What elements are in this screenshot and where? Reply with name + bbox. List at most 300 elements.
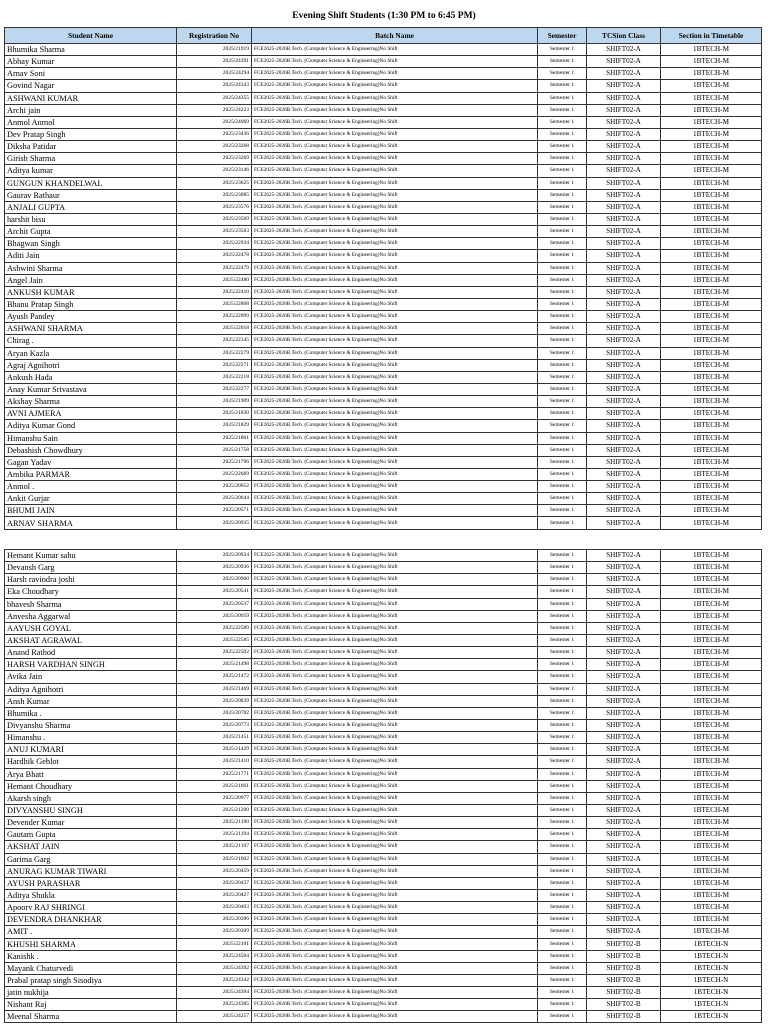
semester-cell: Semester 1 bbox=[538, 1011, 587, 1023]
section-cell: 1BTECH-M bbox=[661, 744, 762, 756]
section-cell: 1BTECH-M bbox=[661, 768, 762, 780]
table-row bbox=[5, 841, 762, 853]
registration-no-cell: 2025/22279 bbox=[177, 347, 252, 359]
section-cell: 1BTECH-N bbox=[661, 974, 762, 986]
registration-no-cell: 2025/22479 bbox=[177, 262, 252, 274]
batch-name-cell: FCE2025-2026B.Tech. (Computer Science & Engineering)No Shift bbox=[252, 707, 538, 719]
table-header-row bbox=[5, 28, 762, 44]
registration-no-cell: 2025/20459 bbox=[177, 865, 252, 877]
registration-no-cell: 2025/21498 bbox=[177, 659, 252, 671]
batch-name-cell: FCE2025-2026B.Tech. (Computer Science & Engineering)No Shift bbox=[252, 250, 538, 262]
tcsion-class-cell: SHIFT02-A bbox=[587, 804, 661, 816]
table-row bbox=[5, 92, 762, 104]
student-name-cell: Arnav Soni bbox=[5, 68, 177, 80]
section-cell: 1BTECH-M bbox=[661, 634, 762, 646]
student-name-cell: Gautam Gupta bbox=[5, 829, 177, 841]
tcsion-class-cell: SHIFT02-A bbox=[587, 189, 661, 201]
student-name-cell: Arya Bhatt bbox=[5, 768, 177, 780]
student-name-cell: AMIT . bbox=[5, 926, 177, 938]
semester-cell: Semester 1 bbox=[538, 902, 587, 914]
registration-no-cell: 2025/24394 bbox=[177, 987, 252, 999]
section-cell: 1BTECH-M bbox=[661, 201, 762, 213]
batch-name-cell: FCE2025-2026B.Tech. (Computer Science & Engineering)No Shift bbox=[252, 926, 538, 938]
tcsion-class-cell: SHIFT02-A bbox=[587, 286, 661, 298]
semester-cell: Semester 1 bbox=[538, 841, 587, 853]
students-table-part-1 bbox=[4, 27, 762, 530]
student-name-cell: Agraj Agnihotri bbox=[5, 359, 177, 371]
student-name-cell: Chirag . bbox=[5, 335, 177, 347]
tcsion-class-cell: SHIFT02-A bbox=[587, 647, 661, 659]
student-name-cell: Hemant Choudhary bbox=[5, 780, 177, 792]
table-row bbox=[5, 695, 762, 707]
tcsion-class-cell: SHIFT02-A bbox=[587, 456, 661, 468]
section-cell: 1BTECH-M bbox=[661, 517, 762, 529]
semester-cell: Semester 1 bbox=[538, 128, 587, 140]
semester-cell: Semester 1 bbox=[538, 383, 587, 395]
section-cell: 1BTECH-M bbox=[661, 756, 762, 768]
batch-name-cell: FCE2025-2026B.Tech. (Computer Science & Engineering)No Shift bbox=[252, 456, 538, 468]
table-row bbox=[5, 987, 762, 999]
section-cell: 1BTECH-M bbox=[661, 153, 762, 165]
section-cell: 1BTECH-M bbox=[661, 659, 762, 671]
section-cell: 1BTECH-M bbox=[661, 817, 762, 829]
section-cell: 1BTECH-M bbox=[661, 792, 762, 804]
tcsion-class-cell: SHIFT02-A bbox=[587, 707, 661, 719]
student-name-cell: HARSH VARDHAN SINGH bbox=[5, 659, 177, 671]
batch-name-cell: FCE2025-2026B.Tech. (Computer Science & Engineering)No Shift bbox=[252, 792, 538, 804]
section-cell: 1BTECH-M bbox=[661, 56, 762, 68]
semester-cell: Semester 1 bbox=[538, 286, 587, 298]
tcsion-class-cell: SHIFT02-A bbox=[587, 250, 661, 262]
tcsion-class-cell: SHIFT02-B bbox=[587, 950, 661, 962]
registration-no-cell: 2025/20782 bbox=[177, 707, 252, 719]
semester-cell: Semester 1 bbox=[538, 359, 587, 371]
tcsion-class-cell: SHIFT02-A bbox=[587, 213, 661, 225]
registration-no-cell: 2025/22589 bbox=[177, 622, 252, 634]
registration-no-cell: 2025/21107 bbox=[177, 841, 252, 853]
batch-name-cell: FCE2025-2026B.Tech. (Computer Science & Engineering)No Shift bbox=[252, 347, 538, 359]
student-name-cell: Avika Jain bbox=[5, 671, 177, 683]
batch-name-cell: FCE2025-2026B.Tech. (Computer Science & Engineering)No Shift bbox=[252, 853, 538, 865]
section-cell: 1BTECH-M bbox=[661, 481, 762, 493]
registration-no-cell: 2025/23576 bbox=[177, 201, 252, 213]
tcsion-class-cell: SHIFT02-A bbox=[587, 347, 661, 359]
student-name-cell: Himanshu . bbox=[5, 732, 177, 744]
registration-no-cell: 2025/20427 bbox=[177, 889, 252, 901]
semester-cell: Semester 1 bbox=[538, 262, 587, 274]
batch-name-cell: FCE2025-2026B.Tech. (Computer Science & Engineering)No Shift bbox=[252, 335, 538, 347]
batch-name-cell: FCE2025-2026B.Tech. (Computer Science & Engineering)No Shift bbox=[252, 104, 538, 116]
registration-no-cell: 2025/21451 bbox=[177, 732, 252, 744]
section-cell: 1BTECH-M bbox=[661, 647, 762, 659]
tcsion-class-cell: SHIFT02-A bbox=[587, 153, 661, 165]
batch-name-cell: FCE2025-2026B.Tech. (Computer Science & Engineering)No Shift bbox=[252, 974, 538, 986]
table-row bbox=[5, 408, 762, 420]
student-name-cell: Anvesha Aggarwal bbox=[5, 610, 177, 622]
student-name-cell: Archit Gupta bbox=[5, 226, 177, 238]
registration-no-cell: 2025/21194 bbox=[177, 829, 252, 841]
student-name-cell: ANUJ KUMARI bbox=[5, 744, 177, 756]
batch-name-cell: FCE2025-2026B.Tech. (Computer Science & Engineering)No Shift bbox=[252, 238, 538, 250]
semester-cell: Semester 1 bbox=[538, 950, 587, 962]
table-row bbox=[5, 1011, 762, 1023]
batch-name-cell: FCE2025-2026B.Tech. (Computer Science & Engineering)No Shift bbox=[252, 298, 538, 310]
batch-name-cell: FCE2025-2026B.Tech. (Computer Science & Engineering)No Shift bbox=[252, 153, 538, 165]
table-row bbox=[5, 671, 762, 683]
table-row bbox=[5, 804, 762, 816]
registration-no-cell: 2025/20652 bbox=[177, 481, 252, 493]
semester-cell: Semester 1 bbox=[538, 298, 587, 310]
tcsion-class-cell: SHIFT02-A bbox=[587, 683, 661, 695]
tcsion-class-cell: SHIFT02-A bbox=[587, 634, 661, 646]
semester-cell: Semester 1 bbox=[538, 707, 587, 719]
batch-name-cell: FCE2025-2026B.Tech. (Computer Science & Engineering)No Shift bbox=[252, 371, 538, 383]
student-name-cell: AKSHAT JAIN bbox=[5, 841, 177, 853]
tcsion-class-cell: SHIFT02-A bbox=[587, 323, 661, 335]
batch-name-cell: FCE2025-2026B.Tech. (Computer Science & Engineering)No Shift bbox=[252, 634, 538, 646]
table-row bbox=[5, 659, 762, 671]
student-name-cell: DIVYANSHU SINGH bbox=[5, 804, 177, 816]
table-row bbox=[5, 165, 762, 177]
semester-cell: Semester 1 bbox=[538, 517, 587, 529]
student-name-cell: Gaurav Rathaur bbox=[5, 189, 177, 201]
student-name-cell: ANJALI GUPTA bbox=[5, 201, 177, 213]
student-name-cell: Akshay Sharma bbox=[5, 396, 177, 408]
section-cell: 1BTECH-M bbox=[661, 829, 762, 841]
section-cell: 1BTECH-M bbox=[661, 804, 762, 816]
section-cell: 1BTECH-M bbox=[661, 902, 762, 914]
section-cell: 1BTECH-M bbox=[661, 562, 762, 574]
section-cell: 1BTECH-M bbox=[661, 177, 762, 189]
registration-no-cell: 2025/20773 bbox=[177, 719, 252, 731]
semester-cell: Semester 1 bbox=[538, 962, 587, 974]
section-cell: 1BTECH-N bbox=[661, 987, 762, 999]
batch-name-cell: FCE2025-2026B.Tech. (Computer Science & Engineering)No Shift bbox=[252, 396, 538, 408]
semester-cell: Semester 1 bbox=[538, 274, 587, 286]
student-name-cell: Bhagwan Singh bbox=[5, 238, 177, 250]
registration-no-cell: 2025/20537 bbox=[177, 598, 252, 610]
student-name-cell: Harsh ravindra joshi bbox=[5, 574, 177, 586]
batch-name-cell: FCE2025-2026B.Tech. (Computer Science & Engineering)No Shift bbox=[252, 323, 538, 335]
table-row bbox=[5, 371, 762, 383]
section-cell: 1BTECH-M bbox=[661, 877, 762, 889]
semester-cell: Semester 1 bbox=[538, 938, 587, 950]
student-name-cell: Dev Pratap Singh bbox=[5, 128, 177, 140]
section-cell: 1BTECH-M bbox=[661, 456, 762, 468]
batch-name-cell: FCE2025-2026B.Tech. (Computer Science & Engineering)No Shift bbox=[252, 586, 538, 598]
student-name-cell: Devansh Garg bbox=[5, 562, 177, 574]
batch-name-cell: FCE2025-2026B.Tech. (Computer Science & Engineering)No Shift bbox=[252, 80, 538, 92]
student-name-cell: Ayush Pandey bbox=[5, 311, 177, 323]
tcsion-class-cell: SHIFT02-A bbox=[587, 889, 661, 901]
tcsion-class-cell: SHIFT02-A bbox=[587, 80, 661, 92]
table-row bbox=[5, 189, 762, 201]
batch-name-cell: FCE2025-2026B.Tech. (Computer Science & Engineering)No Shift bbox=[252, 116, 538, 128]
semester-cell: Semester 1 bbox=[538, 505, 587, 517]
student-name-cell: AYUSH PARASHAR bbox=[5, 877, 177, 889]
table-row bbox=[5, 177, 762, 189]
student-name-cell: Anmol . bbox=[5, 481, 177, 493]
student-name-cell: Meenal Sharma bbox=[5, 1011, 177, 1023]
tcsion-class-cell: SHIFT02-A bbox=[587, 335, 661, 347]
tcsion-class-cell: SHIFT02-A bbox=[587, 610, 661, 622]
section-cell: 1BTECH-M bbox=[661, 671, 762, 683]
tcsion-class-cell: SHIFT02-A bbox=[587, 671, 661, 683]
registration-no-cell: 2025/24392 bbox=[177, 962, 252, 974]
batch-name-cell: FCE2025-2026B.Tech. (Computer Science & Engineering)No Shift bbox=[252, 683, 538, 695]
student-name-cell: Aditya Shukla bbox=[5, 889, 177, 901]
semester-cell: Semester 1 bbox=[538, 493, 587, 505]
semester-cell: Semester 1 bbox=[538, 610, 587, 622]
section-cell: 1BTECH-M bbox=[661, 505, 762, 517]
section-cell: 1BTECH-M bbox=[661, 213, 762, 225]
registration-no-cell: 2025/20977 bbox=[177, 792, 252, 804]
section-cell: 1BTECH-M bbox=[661, 92, 762, 104]
registration-no-cell: 2025/23085 bbox=[177, 189, 252, 201]
header-registration-no: Registration No bbox=[177, 28, 252, 44]
student-name-cell: Ashwini Sharma bbox=[5, 262, 177, 274]
tcsion-class-cell: SHIFT02-A bbox=[587, 695, 661, 707]
batch-name-cell: FCE2025-2026B.Tech. (Computer Science & Engineering)No Shift bbox=[252, 744, 538, 756]
section-cell: 1BTECH-M bbox=[661, 408, 762, 420]
tcsion-class-cell: SHIFT02-A bbox=[587, 817, 661, 829]
section-cell: 1BTECH-M bbox=[661, 444, 762, 456]
tcsion-class-cell: SHIFT02-A bbox=[587, 201, 661, 213]
table-row bbox=[5, 335, 762, 347]
registration-no-cell: 2025/20309 bbox=[177, 926, 252, 938]
tcsion-class-cell: SHIFT02-A bbox=[587, 420, 661, 432]
semester-cell: Semester 1 bbox=[538, 92, 587, 104]
page-title: Evening Shift Students (1:30 PM to 6:45 PM) bbox=[292, 11, 476, 21]
registration-no-cell: 2025/21796 bbox=[177, 456, 252, 468]
table-row bbox=[5, 999, 762, 1011]
section-cell: 1BTECH-M bbox=[661, 141, 762, 153]
tcsion-class-cell: SHIFT02-A bbox=[587, 44, 661, 56]
header-section-in-timetable: Section in Timetable bbox=[661, 28, 762, 44]
section-cell: 1BTECH-M bbox=[661, 493, 762, 505]
section-cell: 1BTECH-M bbox=[661, 286, 762, 298]
student-name-cell: Anand Rathod bbox=[5, 647, 177, 659]
student-name-cell: ASHWANI SHARMA bbox=[5, 323, 177, 335]
registration-no-cell: 2025/21002 bbox=[177, 853, 252, 865]
batch-name-cell: FCE2025-2026B.Tech. (Computer Science & Engineering)No Shift bbox=[252, 44, 538, 56]
section-cell: 1BTECH-M bbox=[661, 250, 762, 262]
tcsion-class-cell: SHIFT02-A bbox=[587, 56, 661, 68]
section-cell: 1BTECH-M bbox=[661, 707, 762, 719]
table-row bbox=[5, 586, 762, 598]
section-cell: 1BTECH-M bbox=[661, 80, 762, 92]
tcsion-class-cell: SHIFT02-A bbox=[587, 550, 661, 562]
semester-cell: Semester 1 bbox=[538, 671, 587, 683]
section-cell: 1BTECH-N bbox=[661, 938, 762, 950]
student-name-cell: AVNI AJMERA bbox=[5, 408, 177, 420]
table-row bbox=[5, 768, 762, 780]
semester-cell: Semester 1 bbox=[538, 780, 587, 792]
batch-name-cell: FCE2025-2026B.Tech. (Computer Science & Engineering)No Shift bbox=[252, 962, 538, 974]
section-cell: 1BTECH-M bbox=[661, 420, 762, 432]
batch-name-cell: FCE2025-2026B.Tech. (Computer Science & Engineering)No Shift bbox=[252, 444, 538, 456]
batch-name-cell: FCE2025-2026B.Tech. (Computer Science & Engineering)No Shift bbox=[252, 383, 538, 395]
tcsion-class-cell: SHIFT02-A bbox=[587, 719, 661, 731]
registration-no-cell: 2025/20936 bbox=[177, 562, 252, 574]
registration-no-cell: 2025/22934 bbox=[177, 238, 252, 250]
student-name-cell: Debashish Chowdhury bbox=[5, 444, 177, 456]
table-row bbox=[5, 323, 762, 335]
tcsion-class-cell: SHIFT02-A bbox=[587, 432, 661, 444]
tcsion-class-cell: SHIFT02-A bbox=[587, 262, 661, 274]
table-row bbox=[5, 780, 762, 792]
tcsion-class-cell: SHIFT02-A bbox=[587, 659, 661, 671]
section-cell: 1BTECH-M bbox=[661, 574, 762, 586]
table-row bbox=[5, 877, 762, 889]
student-name-cell: ASHWANI KUMAR bbox=[5, 92, 177, 104]
registration-no-cell: 2025/20403 bbox=[177, 902, 252, 914]
table-row bbox=[5, 226, 762, 238]
batch-name-cell: FCE2025-2026B.Tech. (Computer Science & Engineering)No Shift bbox=[252, 505, 538, 517]
table-row bbox=[5, 238, 762, 250]
semester-cell: Semester 1 bbox=[538, 683, 587, 695]
registration-no-cell: 2025/20960 bbox=[177, 574, 252, 586]
table-row bbox=[5, 505, 762, 517]
tcsion-class-cell: SHIFT02-A bbox=[587, 792, 661, 804]
section-cell: 1BTECH-M bbox=[661, 468, 762, 480]
tcsion-class-cell: SHIFT02-A bbox=[587, 165, 661, 177]
student-name-cell: Aryan Kazla bbox=[5, 347, 177, 359]
table-row bbox=[5, 250, 762, 262]
registration-no-cell: 2025/21472 bbox=[177, 671, 252, 683]
table-row bbox=[5, 756, 762, 768]
tcsion-class-cell: SHIFT02-A bbox=[587, 517, 661, 529]
batch-name-cell: FCE2025-2026B.Tech. (Computer Science & Engineering)No Shift bbox=[252, 165, 538, 177]
tcsion-class-cell: SHIFT02-A bbox=[587, 493, 661, 505]
batch-name-cell: FCE2025-2026B.Tech. (Computer Science & Engineering)No Shift bbox=[252, 574, 538, 586]
section-cell: 1BTECH-N bbox=[661, 999, 762, 1011]
table-row bbox=[5, 829, 762, 841]
section-cell: 1BTECH-M bbox=[661, 68, 762, 80]
batch-name-cell: FCE2025-2026B.Tech. (Computer Science & Engineering)No Shift bbox=[252, 359, 538, 371]
table-row bbox=[5, 647, 762, 659]
semester-cell: Semester 1 bbox=[538, 865, 587, 877]
tcsion-class-cell: SHIFT02-B bbox=[587, 987, 661, 999]
student-name-cell: Bhanu Pratap Singh bbox=[5, 298, 177, 310]
student-name-cell: bhavesh Sharma bbox=[5, 598, 177, 610]
registration-no-cell: 2025/23268 bbox=[177, 141, 252, 153]
tcsion-class-cell: SHIFT02-A bbox=[587, 574, 661, 586]
student-name-cell: Bhumika . bbox=[5, 707, 177, 719]
registration-no-cell: 2025/21190 bbox=[177, 817, 252, 829]
student-name-cell: Ankush Hada bbox=[5, 371, 177, 383]
tcsion-class-cell: SHIFT02-A bbox=[587, 926, 661, 938]
semester-cell: Semester 1 bbox=[538, 80, 587, 92]
registration-no-cell: 2025/22410 bbox=[177, 286, 252, 298]
semester-cell: Semester 1 bbox=[538, 323, 587, 335]
registration-no-cell: 2025/20839 bbox=[177, 695, 252, 707]
header-semester: Semester bbox=[538, 28, 587, 44]
table-row bbox=[5, 116, 762, 128]
table-row bbox=[5, 383, 762, 395]
table-row bbox=[5, 902, 762, 914]
table-row bbox=[5, 213, 762, 225]
registration-no-cell: 2025/21771 bbox=[177, 768, 252, 780]
batch-name-cell: FCE2025-2026B.Tech. (Computer Science & Engineering)No Shift bbox=[252, 804, 538, 816]
tcsion-class-cell: SHIFT02-A bbox=[587, 468, 661, 480]
batch-name-cell: FCE2025-2026B.Tech. (Computer Science & Engineering)No Shift bbox=[252, 987, 538, 999]
student-name-cell: BHUMI JAIN bbox=[5, 505, 177, 517]
tcsion-class-cell: SHIFT02-A bbox=[587, 768, 661, 780]
table-row bbox=[5, 456, 762, 468]
tcsion-class-cell: SHIFT02-A bbox=[587, 744, 661, 756]
batch-name-cell: FCE2025-2026B.Tech. (Computer Science & Engineering)No Shift bbox=[252, 468, 538, 480]
batch-name-cell: FCE2025-2026B.Tech. (Computer Science & Engineering)No Shift bbox=[252, 719, 538, 731]
section-cell: 1BTECH-M bbox=[661, 347, 762, 359]
semester-cell: Semester 1 bbox=[538, 732, 587, 744]
registration-no-cell: 2025/22345 bbox=[177, 335, 252, 347]
tcsion-class-cell: SHIFT02-A bbox=[587, 408, 661, 420]
semester-cell: Semester 1 bbox=[538, 817, 587, 829]
student-name-cell: Hemant Kumar sahu bbox=[5, 550, 177, 562]
section-cell: 1BTECH-M bbox=[661, 371, 762, 383]
registration-no-cell: 2025/21469 bbox=[177, 683, 252, 695]
registration-no-cell: 2025/20935 bbox=[177, 517, 252, 529]
batch-name-cell: FCE2025-2026B.Tech. (Computer Science & Engineering)No Shift bbox=[252, 189, 538, 201]
table-row bbox=[5, 574, 762, 586]
semester-cell: Semester 1 bbox=[538, 444, 587, 456]
tcsion-class-cell: SHIFT02-A bbox=[587, 383, 661, 395]
table-row bbox=[5, 707, 762, 719]
student-name-cell: harshit bisu bbox=[5, 213, 177, 225]
student-name-cell: Ansh Kumar bbox=[5, 695, 177, 707]
batch-name-cell: FCE2025-2026B.Tech. (Computer Science & Engineering)No Shift bbox=[252, 829, 538, 841]
section-cell: 1BTECH-M bbox=[661, 189, 762, 201]
registration-no-cell: 2025/23269 bbox=[177, 153, 252, 165]
semester-cell: Semester 1 bbox=[538, 347, 587, 359]
tcsion-class-cell: SHIFT02-A bbox=[587, 481, 661, 493]
batch-name-cell: FCE2025-2026B.Tech. (Computer Science & Engineering)No Shift bbox=[252, 999, 538, 1011]
batch-name-cell: FCE2025-2026B.Tech. (Computer Science & Engineering)No Shift bbox=[252, 562, 538, 574]
semester-cell: Semester 1 bbox=[538, 371, 587, 383]
student-name-cell: Akarsh singh bbox=[5, 792, 177, 804]
batch-name-cell: FCE2025-2026B.Tech. (Computer Science & Engineering)No Shift bbox=[252, 695, 538, 707]
section-cell: 1BTECH-M bbox=[661, 274, 762, 286]
registration-no-cell: 2025/22101 bbox=[177, 938, 252, 950]
student-name-cell: Angel Jain bbox=[5, 274, 177, 286]
batch-name-cell: FCE2025-2026B.Tech. (Computer Science & Engineering)No Shift bbox=[252, 141, 538, 153]
batch-name-cell: FCE2025-2026B.Tech. (Computer Science & Engineering)No Shift bbox=[252, 408, 538, 420]
table-row bbox=[5, 44, 762, 56]
batch-name-cell: FCE2025-2026B.Tech. (Computer Science & Engineering)No Shift bbox=[252, 598, 538, 610]
batch-name-cell: FCE2025-2026B.Tech. (Computer Science & Engineering)No Shift bbox=[252, 902, 538, 914]
table-row bbox=[5, 598, 762, 610]
registration-no-cell: 2025/21410 bbox=[177, 756, 252, 768]
semester-cell: Semester 1 bbox=[538, 213, 587, 225]
tcsion-class-cell: SHIFT02-A bbox=[587, 756, 661, 768]
section-cell: 1BTECH-M bbox=[661, 780, 762, 792]
student-name-cell: ANKUSH KUMAR bbox=[5, 286, 177, 298]
table-row bbox=[5, 104, 762, 116]
tcsion-class-cell: SHIFT02-A bbox=[587, 359, 661, 371]
table-row bbox=[5, 68, 762, 80]
semester-cell: Semester 1 bbox=[538, 647, 587, 659]
semester-cell: Semester 1 bbox=[538, 165, 587, 177]
tcsion-class-cell: SHIFT02-A bbox=[587, 444, 661, 456]
registration-no-cell: 2025/20437 bbox=[177, 877, 252, 889]
semester-cell: Semester 1 bbox=[538, 201, 587, 213]
section-cell: 1BTECH-M bbox=[661, 128, 762, 140]
registration-no-cell: 2025/21758 bbox=[177, 444, 252, 456]
semester-cell: Semester 1 bbox=[538, 250, 587, 262]
semester-cell: Semester 1 bbox=[538, 634, 587, 646]
tcsion-class-cell: SHIFT02-A bbox=[587, 877, 661, 889]
